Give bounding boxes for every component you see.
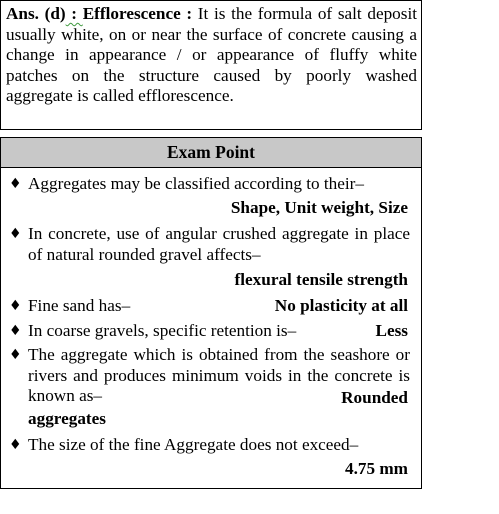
diamond-bullet-icon: ♦ (9, 323, 22, 339)
list-item (1, 435, 421, 481)
list-item (1, 321, 421, 343)
item-answer: flexural tensile strength (234, 270, 408, 289)
answer-term: Efflorescence : (82, 4, 193, 23)
diamond-bullet-icon: ♦ (9, 226, 22, 242)
list-item (1, 345, 421, 431)
item-question: In concrete, use of angular crushed aggregate in place of natural rounded gravel affects– (28, 224, 410, 264)
item-answer-line-1: Rounded (341, 388, 408, 407)
list-item (1, 174, 421, 218)
diamond-bullet-icon: ♦ (9, 176, 22, 192)
answer-separator: : (65, 4, 83, 23)
answer-label: Ans. (d) : Efflorescence : (6, 4, 193, 23)
answer-text: It is the formula of salt deposit usually white, on or near the surface of concrete causing a change in appearance / or appearance of fluffy white patches on the structure caused by poorly washed aggregate is called efflorescence. (6, 4, 418, 105)
item-answer: 4.75 mm (344, 459, 408, 478)
diamond-bullet-icon: ♦ (9, 298, 22, 314)
item-answer: Shape, Unit weight, Size (230, 198, 408, 217)
item-answer: No plasticity at all (274, 296, 408, 315)
list-item (1, 224, 421, 289)
exam-point-box (0, 137, 422, 489)
item-question: Fine sand has– (28, 296, 131, 315)
exam-point-title: Exam Point (1, 138, 421, 168)
item-question: In coarse gravels, specific retention is– (28, 321, 297, 340)
item-question: Aggregates may be classified according to their– (28, 174, 364, 193)
item-answer-line-2: aggregates (28, 409, 106, 428)
diamond-bullet-icon: ♦ (9, 437, 22, 453)
item-answer: Less (375, 321, 408, 340)
answer-explanation-box (0, 0, 422, 130)
item-question: The aggregate which is obtained from the seashore or rivers and produces minimum voids in the concrete is known as– (28, 345, 410, 405)
diamond-bullet-icon: ♦ (9, 347, 22, 363)
item-question: The size of the fine Aggregate does not exceed– (28, 435, 359, 454)
list-item (1, 296, 421, 318)
